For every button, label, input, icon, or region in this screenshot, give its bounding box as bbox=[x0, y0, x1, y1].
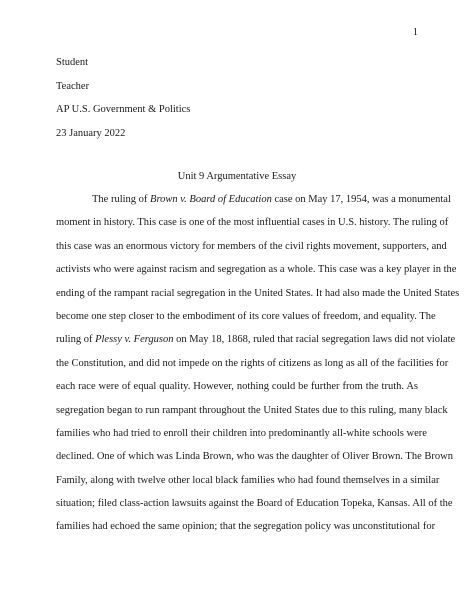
body-text-segment: moment in history. This case is one of the most influential cases in U.S. history. The ruling of bbox=[56, 217, 449, 229]
body-text-segment: The ruling of bbox=[92, 194, 151, 205]
teacher-name: Teacher bbox=[56, 80, 90, 92]
course-name: AP U.S. Government & Politics bbox=[56, 104, 191, 115]
body-text-segment: the Constitution, and did not impede on the rights of citizens as long as all of the facilities for bbox=[56, 357, 449, 369]
student-name: Student bbox=[56, 57, 89, 68]
body-line bbox=[56, 520, 436, 543]
essay-title: Unit 9 Argumentative Essay bbox=[177, 171, 297, 182]
body-line bbox=[56, 287, 460, 310]
essay-date: 23 January 2022 bbox=[56, 127, 126, 139]
body-line bbox=[56, 427, 427, 450]
body-text-segment: declined. One of which was Linda Brown, who was the daughter of Oliver Brown. The Brown bbox=[56, 451, 453, 463]
body-text-segment: this case was an enormous victory for members of the civil rights movement, supporters, and bbox=[56, 240, 447, 252]
page-number: 1 bbox=[412, 27, 418, 38]
body-text-segment: families had echoed the same opinion; that the segregation policy was unconstitutional for bbox=[56, 521, 436, 533]
body-line bbox=[56, 333, 456, 356]
body-text-segment: activists who were against racism and segregation as a whole. This case was a key player in the bbox=[56, 264, 457, 276]
body-text-segment: segregation began to run rampant throughout the United States due to this ruling, many black bbox=[56, 404, 448, 416]
body-line bbox=[56, 404, 448, 427]
body-line bbox=[56, 193, 451, 216]
body-line bbox=[56, 474, 440, 497]
body-line bbox=[56, 240, 447, 263]
body-line bbox=[56, 216, 449, 239]
body-line bbox=[56, 310, 436, 333]
body-text-segment: each race were of equal quality. However, nothing could be further from the truth. As bbox=[56, 381, 418, 393]
body-text-segment: case on May 17, 1954, was a monumental bbox=[271, 194, 451, 205]
body-line bbox=[56, 263, 457, 286]
body-text-segment: families who had tried to enroll their children into predominantly all-white schools were bbox=[56, 427, 427, 439]
body-text-segment: ending of the rampant racial segregation in the United States. It had also made the United States bbox=[56, 287, 460, 299]
body-line bbox=[56, 357, 449, 380]
body-text-segment: Family, along with twelve other local black families who had found themselves in a similar bbox=[56, 474, 440, 486]
essay-body bbox=[56, 193, 460, 544]
body-text-segment: on May 18, 1868, ruled that racial segregation laws did not violate bbox=[173, 334, 456, 346]
essay-header bbox=[56, 56, 418, 150]
body-text-segment: ruling of bbox=[56, 334, 96, 346]
body-text-segment: become one step closer to the embodiment of its core values of freedom, and equality. The bbox=[56, 310, 436, 322]
body-line bbox=[56, 497, 453, 520]
body-line bbox=[56, 380, 418, 403]
case-name-italic: Brown v. Board of Education bbox=[150, 194, 272, 205]
case-name-italic: Plessy v. Ferguson bbox=[95, 334, 174, 346]
body-line bbox=[56, 450, 453, 473]
body-text-segment: situation; filed class-action lawsuits against the Board of Education Topeka, Kansas. All of the bbox=[56, 498, 453, 510]
